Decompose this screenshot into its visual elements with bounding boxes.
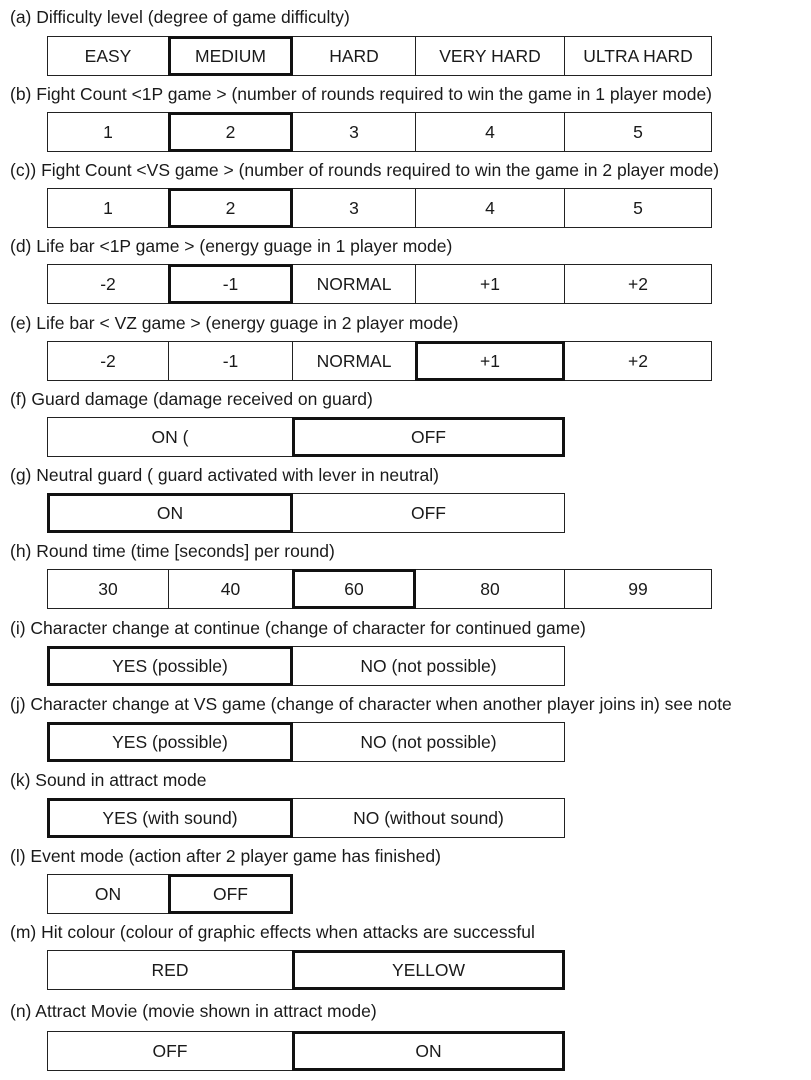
option-cell: NORMAL bbox=[292, 264, 416, 304]
option-cell: -2 bbox=[47, 264, 169, 304]
option-cell: NO (not possible) bbox=[292, 646, 565, 686]
option-cell: ON bbox=[47, 493, 293, 533]
setting-label-attract-movie: (n) Attract Movie (movie shown in attract mode) bbox=[10, 1001, 377, 1021]
option-cell: -2 bbox=[47, 341, 169, 381]
option-row-fight-count-1p bbox=[47, 112, 712, 152]
option-cell: YES (with sound) bbox=[47, 798, 293, 838]
setting-label-neutral-guard: (g) Neutral guard ( guard activated with lever in neutral) bbox=[10, 465, 439, 485]
setting-label-hit-colour: (m) Hit colour (colour of graphic effects when attacks are successful bbox=[10, 922, 535, 942]
option-cell: ON bbox=[47, 874, 169, 914]
option-cell: OFF bbox=[47, 1031, 293, 1071]
option-cell: RED bbox=[47, 950, 293, 990]
option-row-hit-colour bbox=[47, 950, 565, 990]
setting-label-guard-damage: (f) Guard damage (damage received on guard) bbox=[10, 389, 373, 409]
option-cell: 5 bbox=[564, 188, 712, 228]
option-cell: VERY HARD bbox=[415, 36, 565, 76]
option-cell: NO (not possible) bbox=[292, 722, 565, 762]
option-cell: 80 bbox=[415, 569, 565, 609]
option-cell: 4 bbox=[415, 112, 565, 152]
option-row-life-bar-1p bbox=[47, 264, 712, 304]
setting-label-fight-count-vs: (c)) Fight Count <VS game > (number of rounds required to win the game in 2 player mode) bbox=[10, 160, 720, 180]
option-cell: ON bbox=[292, 1031, 565, 1071]
setting-label-character-change-vs: (j) Character change at VS game (change of character when another player joins in) see note bbox=[10, 694, 732, 714]
setting-label-event-mode: (l) Event mode (action after 2 player game has finished) bbox=[10, 846, 441, 866]
option-row-life-bar-vs bbox=[47, 341, 712, 381]
option-cell: NO (without sound) bbox=[292, 798, 565, 838]
option-cell: 1 bbox=[47, 188, 169, 228]
option-cell: 99 bbox=[564, 569, 712, 609]
option-cell: 60 bbox=[292, 569, 416, 609]
option-cell: +2 bbox=[564, 264, 712, 304]
setting-label-fight-count-1p: (b) Fight Count <1P game > (number of rounds required to win the game in 1 player mode) bbox=[10, 84, 712, 104]
option-cell: +1 bbox=[415, 264, 565, 304]
option-cell: 5 bbox=[564, 112, 712, 152]
option-cell: 30 bbox=[47, 569, 169, 609]
option-cell: 1 bbox=[47, 112, 169, 152]
option-cell: YES (possible) bbox=[47, 646, 293, 686]
option-row-attract-movie bbox=[47, 1031, 565, 1071]
option-cell: OFF bbox=[292, 417, 565, 457]
setting-label-round-time: (h) Round time (time [seconds] per round) bbox=[10, 541, 335, 561]
option-cell: YES (possible) bbox=[47, 722, 293, 762]
setting-label-life-bar-vs: (e) Life bar < VZ game > (energy guage in 2 player mode) bbox=[10, 313, 459, 333]
option-cell: -1 bbox=[168, 341, 293, 381]
option-row-round-time bbox=[47, 569, 712, 609]
option-row-difficulty bbox=[47, 36, 712, 76]
setting-label-attract-sound: (k) Sound in attract mode bbox=[10, 770, 207, 790]
option-row-event-mode bbox=[47, 874, 293, 914]
setting-label-life-bar-1p: (d) Life bar <1P game > (energy guage in 1 player mode) bbox=[10, 236, 453, 256]
option-cell: OFF bbox=[168, 874, 293, 914]
option-cell: 3 bbox=[292, 188, 416, 228]
option-row-fight-count-vs bbox=[47, 188, 712, 228]
option-cell: 2 bbox=[168, 112, 293, 152]
option-cell: OFF bbox=[292, 493, 565, 533]
option-cell: 2 bbox=[168, 188, 293, 228]
option-cell: HARD bbox=[292, 36, 416, 76]
option-cell: +1 bbox=[415, 341, 565, 381]
option-cell: ULTRA HARD bbox=[564, 36, 712, 76]
option-cell: +2 bbox=[564, 341, 712, 381]
option-row-character-change-vs bbox=[47, 722, 565, 762]
option-row-neutral-guard bbox=[47, 493, 565, 533]
setting-label-difficulty: (a) Difficulty level (degree of game difficulty) bbox=[10, 7, 350, 27]
option-cell: EASY bbox=[47, 36, 169, 76]
option-cell: 4 bbox=[415, 188, 565, 228]
option-cell: ON ( bbox=[47, 417, 293, 457]
option-cell: 40 bbox=[168, 569, 293, 609]
setting-label-character-change-continue: (i) Character change at continue (change of character for continued game) bbox=[10, 618, 586, 638]
option-cell: 3 bbox=[292, 112, 416, 152]
option-row-character-change-continue bbox=[47, 646, 565, 686]
option-cell: -1 bbox=[168, 264, 293, 304]
option-cell: NORMAL bbox=[292, 341, 416, 381]
option-cell: MEDIUM bbox=[168, 36, 293, 76]
option-row-attract-sound bbox=[47, 798, 565, 838]
option-row-guard-damage bbox=[47, 417, 565, 457]
option-cell: YELLOW bbox=[292, 950, 565, 990]
